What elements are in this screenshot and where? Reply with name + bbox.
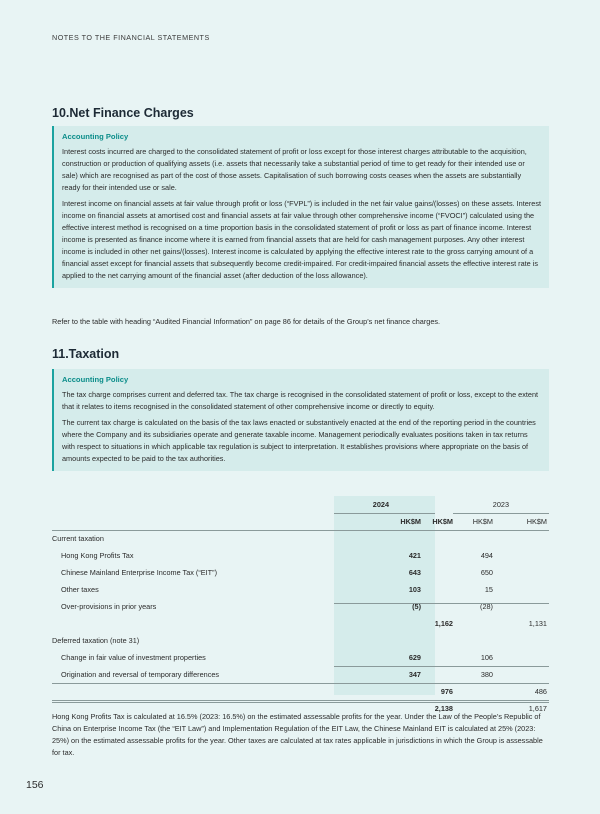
running-head: NOTES TO THE FINANCIAL STATEMENTS	[52, 33, 210, 42]
year-2023: 2023	[492, 500, 509, 509]
value-2023: 650	[480, 568, 493, 577]
table-year-header	[52, 496, 549, 513]
taxation-footnote: Hong Kong Profits Tax is calculated at 16.5% (2023: 16.5%) on the estimated assessable profits for the year. Under the Law of the People’s Republic of China on Enterprise Income Tax (the “EIT Law”) and Implementation Regulation of the EIT Law, the Chinese Mainland EIT is calculated at 25% (2023: 25%) on the estimated assessable profits for the year. Other taxes are calculated at tax rates applicable in jurisdictions in which the Group is assessable for tax.	[52, 712, 543, 757]
policy-heading: Accounting Policy	[62, 132, 129, 141]
table-unit-header	[52, 513, 549, 530]
value-2024: 421	[408, 551, 421, 560]
value-2023: (28)	[480, 602, 493, 611]
row-label: Other taxes	[61, 585, 99, 594]
value-2024: 629	[408, 653, 421, 662]
value-2024: 643	[408, 568, 421, 577]
subtotal-2024: 976	[440, 687, 453, 696]
section-10-reference: Refer to the table with heading “Audited Financial Information” on page 86 for details of the Group’s net finance charges.	[52, 317, 441, 326]
value-2024: (5)	[412, 602, 421, 611]
row-label: Change in fair value of investment properties	[61, 653, 206, 662]
table-section-heading	[52, 530, 549, 547]
subtotal-2024: 1,162	[434, 619, 453, 628]
value-2023: 15	[484, 585, 493, 594]
policy-paragraph: The tax charge comprises current and deferred tax. The tax charge is recognised in the consolidated statement of profit or loss, except to the extent that it relates to items recognised in the consolidated statement of other comprehensive income or directly to equity.	[62, 390, 539, 411]
row-label: Origination and reversal of temporary differences	[61, 670, 220, 679]
policy-heading: Accounting Policy	[62, 375, 129, 384]
unit-label: HK$M	[400, 517, 421, 526]
row-label: Hong Kong Profits Tax	[61, 551, 134, 560]
table-row	[52, 598, 549, 615]
value-2023: 380	[480, 670, 493, 679]
subtotal-deferred-row	[52, 683, 549, 700]
value-2024: 103	[408, 585, 421, 594]
policy-paragraph: Interest income on financial assets at fair value through profit or loss (“FVPL”) is included in the net fair value gains/(losses) on these assets. Interest income on financial assets at amortised cost and financial assets at fair value through other comprehensive income (“FVOCI”) calculated using the effective interest method is recognised on a time proportion basis in the consolidated statement of profit or loss as part of finance income. Interest income is presented as finance income where it is earned from financial assets that are held for cash management purposes. Any other interest income is included in other net gains/(losses). Interest income is calculated by applying the effective interest rate to the gross carrying amount of a financial asset except for financial assets that subsequently become credit-impaired. For credit-impaired financial assets the effective interest rate is applied to the net carrying amount of the financial asset (after deduction of the loss allowance).	[62, 199, 541, 280]
subtotal-2023: 1,131	[528, 619, 547, 628]
value-2023: 494	[480, 551, 493, 560]
total-2024: 2,138	[434, 704, 453, 713]
subtotal-2023: 486	[534, 687, 547, 696]
unit-label: HK$M	[472, 517, 493, 526]
table-section-heading	[52, 632, 549, 649]
deferred-taxation-heading: Deferred taxation (note 31)	[52, 636, 140, 645]
current-taxation-heading: Current taxation	[52, 534, 104, 543]
subtotal-current-row	[52, 615, 549, 632]
unit-label: HK$M	[432, 517, 453, 526]
policy-paragraph: Interest costs incurred are charged to the consolidated statement of profit or loss except for those interest charges attributable to the acquisition, construction or production of qualifying assets (i.e. assets that necessarily take a substantial period of time to get ready for their intended use or sale) which are recognised as part of the cost of those assets. Capitalisation of such borrowing costs ceases when the assets are substantially ready for their intended use or sale.	[62, 147, 527, 192]
table-row	[52, 581, 549, 598]
section-11-policy-box	[52, 369, 549, 471]
table-row	[52, 547, 549, 564]
taxation-table	[52, 496, 549, 717]
section-10-policy-box	[52, 126, 549, 288]
section-11-title: 11.Taxation	[52, 347, 120, 361]
value-2024: 347	[408, 670, 421, 679]
row-label: Over-provisions in prior years	[61, 602, 157, 611]
section-10-title: 10.Net Finance Charges	[52, 106, 194, 120]
page-number: 156	[26, 779, 44, 791]
table-row	[52, 666, 549, 683]
table-row	[52, 649, 549, 666]
unit-label: HK$M	[526, 517, 547, 526]
value-2023: 106	[480, 653, 493, 662]
row-label: Chinese Mainland Enterprise Income Tax (“EIT”)	[61, 568, 217, 577]
policy-paragraph: The current tax charge is calculated on the basis of the tax laws enacted or substantively enacted at the end of the reporting period in the countries where the Company and its subsidiaries operate and generate taxable income. Management periodically evaluates positions taken in tax returns with respect to situations in which applicable tax regulation is subject to interpretation. It establishes provisions where appropriate on the basis of amounts expected to be paid to the tax authorities.	[62, 418, 536, 463]
total-2023: 1,617	[528, 704, 547, 713]
year-2024: 2024	[372, 500, 389, 509]
table-row	[52, 564, 549, 581]
